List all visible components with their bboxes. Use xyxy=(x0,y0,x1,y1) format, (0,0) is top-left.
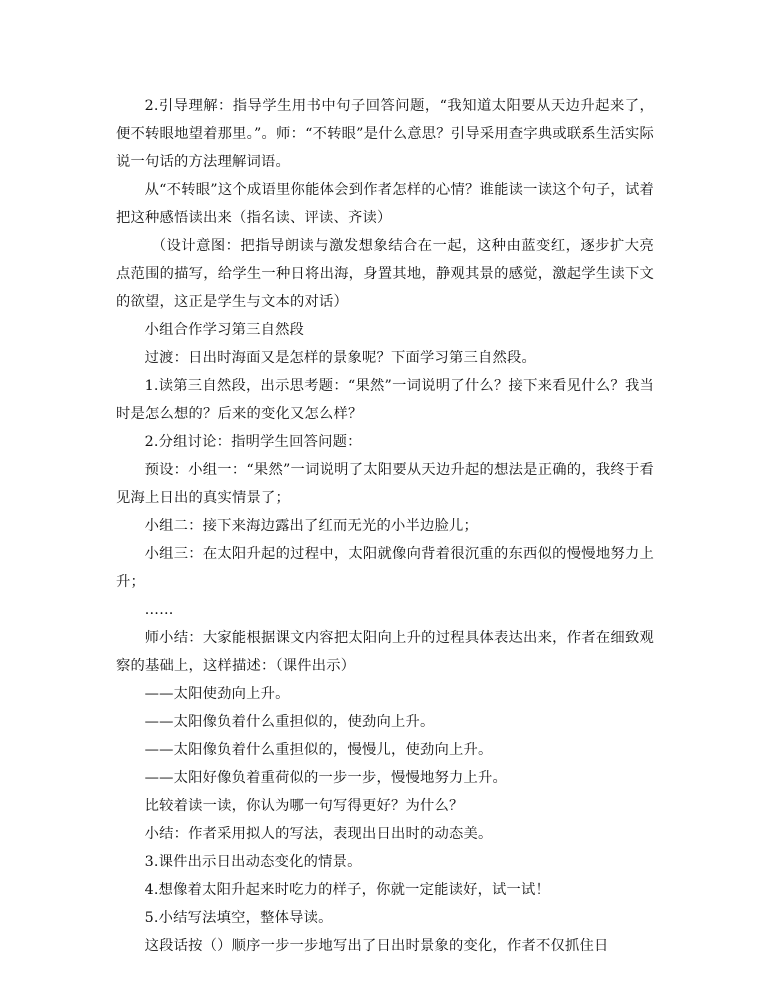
paragraph-no-blink-question: 从“不转眼”这个成语里你能体会到作者怎样的心情？谁能读一读这个句子，试着把这种感悟读出来（指名读、评读、齐读） xyxy=(116,182,654,226)
paragraph-ellipsis: …… xyxy=(144,602,174,618)
paragraph-step-4: 4.想像着太阳升起来时吃力的样子，你就一定能读好，试一试！ xyxy=(144,882,551,898)
paragraph-sentence-2: ——太阳像负着什么重担似的，使劲向上升。 xyxy=(144,714,435,730)
paragraph-preset-group-1: 预设：小组一：“果然”一词说明了太阳要从天边升起的想法是正确的，我终于看见海上日出的真实情景了； xyxy=(116,462,654,506)
paragraph-fill-blank: 这段话按（）顺序一步一步地写出了日出时景象的变化，作者不仅抓住日 xyxy=(144,938,609,954)
paragraph-step-3: 3.课件出示日出动态变化的情景。 xyxy=(144,854,362,870)
paragraph-guided-understanding: 2.引导理解：指导学生用书中句子回答问题，“我知道太阳要从天边升起来了，便不转眼地望着那里。”。师：“不转眼”是什么意思？引导采用查字典或联系生活实际说一句话的方法理解词语。 xyxy=(116,98,654,170)
paragraph-teacher-summary: 师小结：大家能根据课文内容把太阳向上升的过程具体表达出来，作者在细致观察的基础上，这样描述：（课件出示） xyxy=(116,630,654,674)
paragraph-transition: 过渡：日出时海面又是怎样的景象呢？下面学习第三自然段。 xyxy=(144,350,537,366)
document-body xyxy=(116,92,654,960)
paragraph-group-2: 小组二：接下来海边露出了红而无光的小半边脸儿； xyxy=(144,518,479,534)
paragraph-step-5: 5.小结写法填空，整体导读。 xyxy=(144,910,333,926)
paragraph-compare-question: 比较着读一读，你认为哪一句写得更好？为什么？ xyxy=(144,798,464,814)
paragraph-sentence-4: ——太阳好像负着重荷似的一步一步，慢慢地努力上升。 xyxy=(144,770,508,786)
paragraph-design-intent: （设计意图：把指导朗读与激发想象结合在一起，这种由蓝变红，逐步扩大亮点范围的描写，给学生一种日将出海，身置其地，静观其景的感觉，激起学生读下文的欲望，这正是学生与文本的对话） xyxy=(116,238,654,310)
paragraph-summary-personification: 小结：作者采用拟人的写法，表现出日出时的动态美。 xyxy=(144,826,493,842)
paragraph-group-3: 小组三：在太阳升起的过程中，太阳就像向背着很沉重的东西似的慢慢地努力上升； xyxy=(116,546,654,590)
paragraph-group-study-heading: 小组合作学习第三自然段 xyxy=(144,322,305,338)
paragraph-step-2: 2.分组讨论：指明学生回答问题： xyxy=(144,434,362,450)
paragraph-sentence-1: ——太阳使劲向上升。 xyxy=(144,686,290,702)
paragraph-step-1: 1.读第三自然段，出示思考题：“果然”一词说明了什么？接下来看见什么？我当时是怎么想的？后来的变化又怎么样？ xyxy=(116,378,654,422)
paragraph-sentence-3: ——太阳像负着什么重担似的，慢慢儿，使劲向上升。 xyxy=(144,742,493,758)
